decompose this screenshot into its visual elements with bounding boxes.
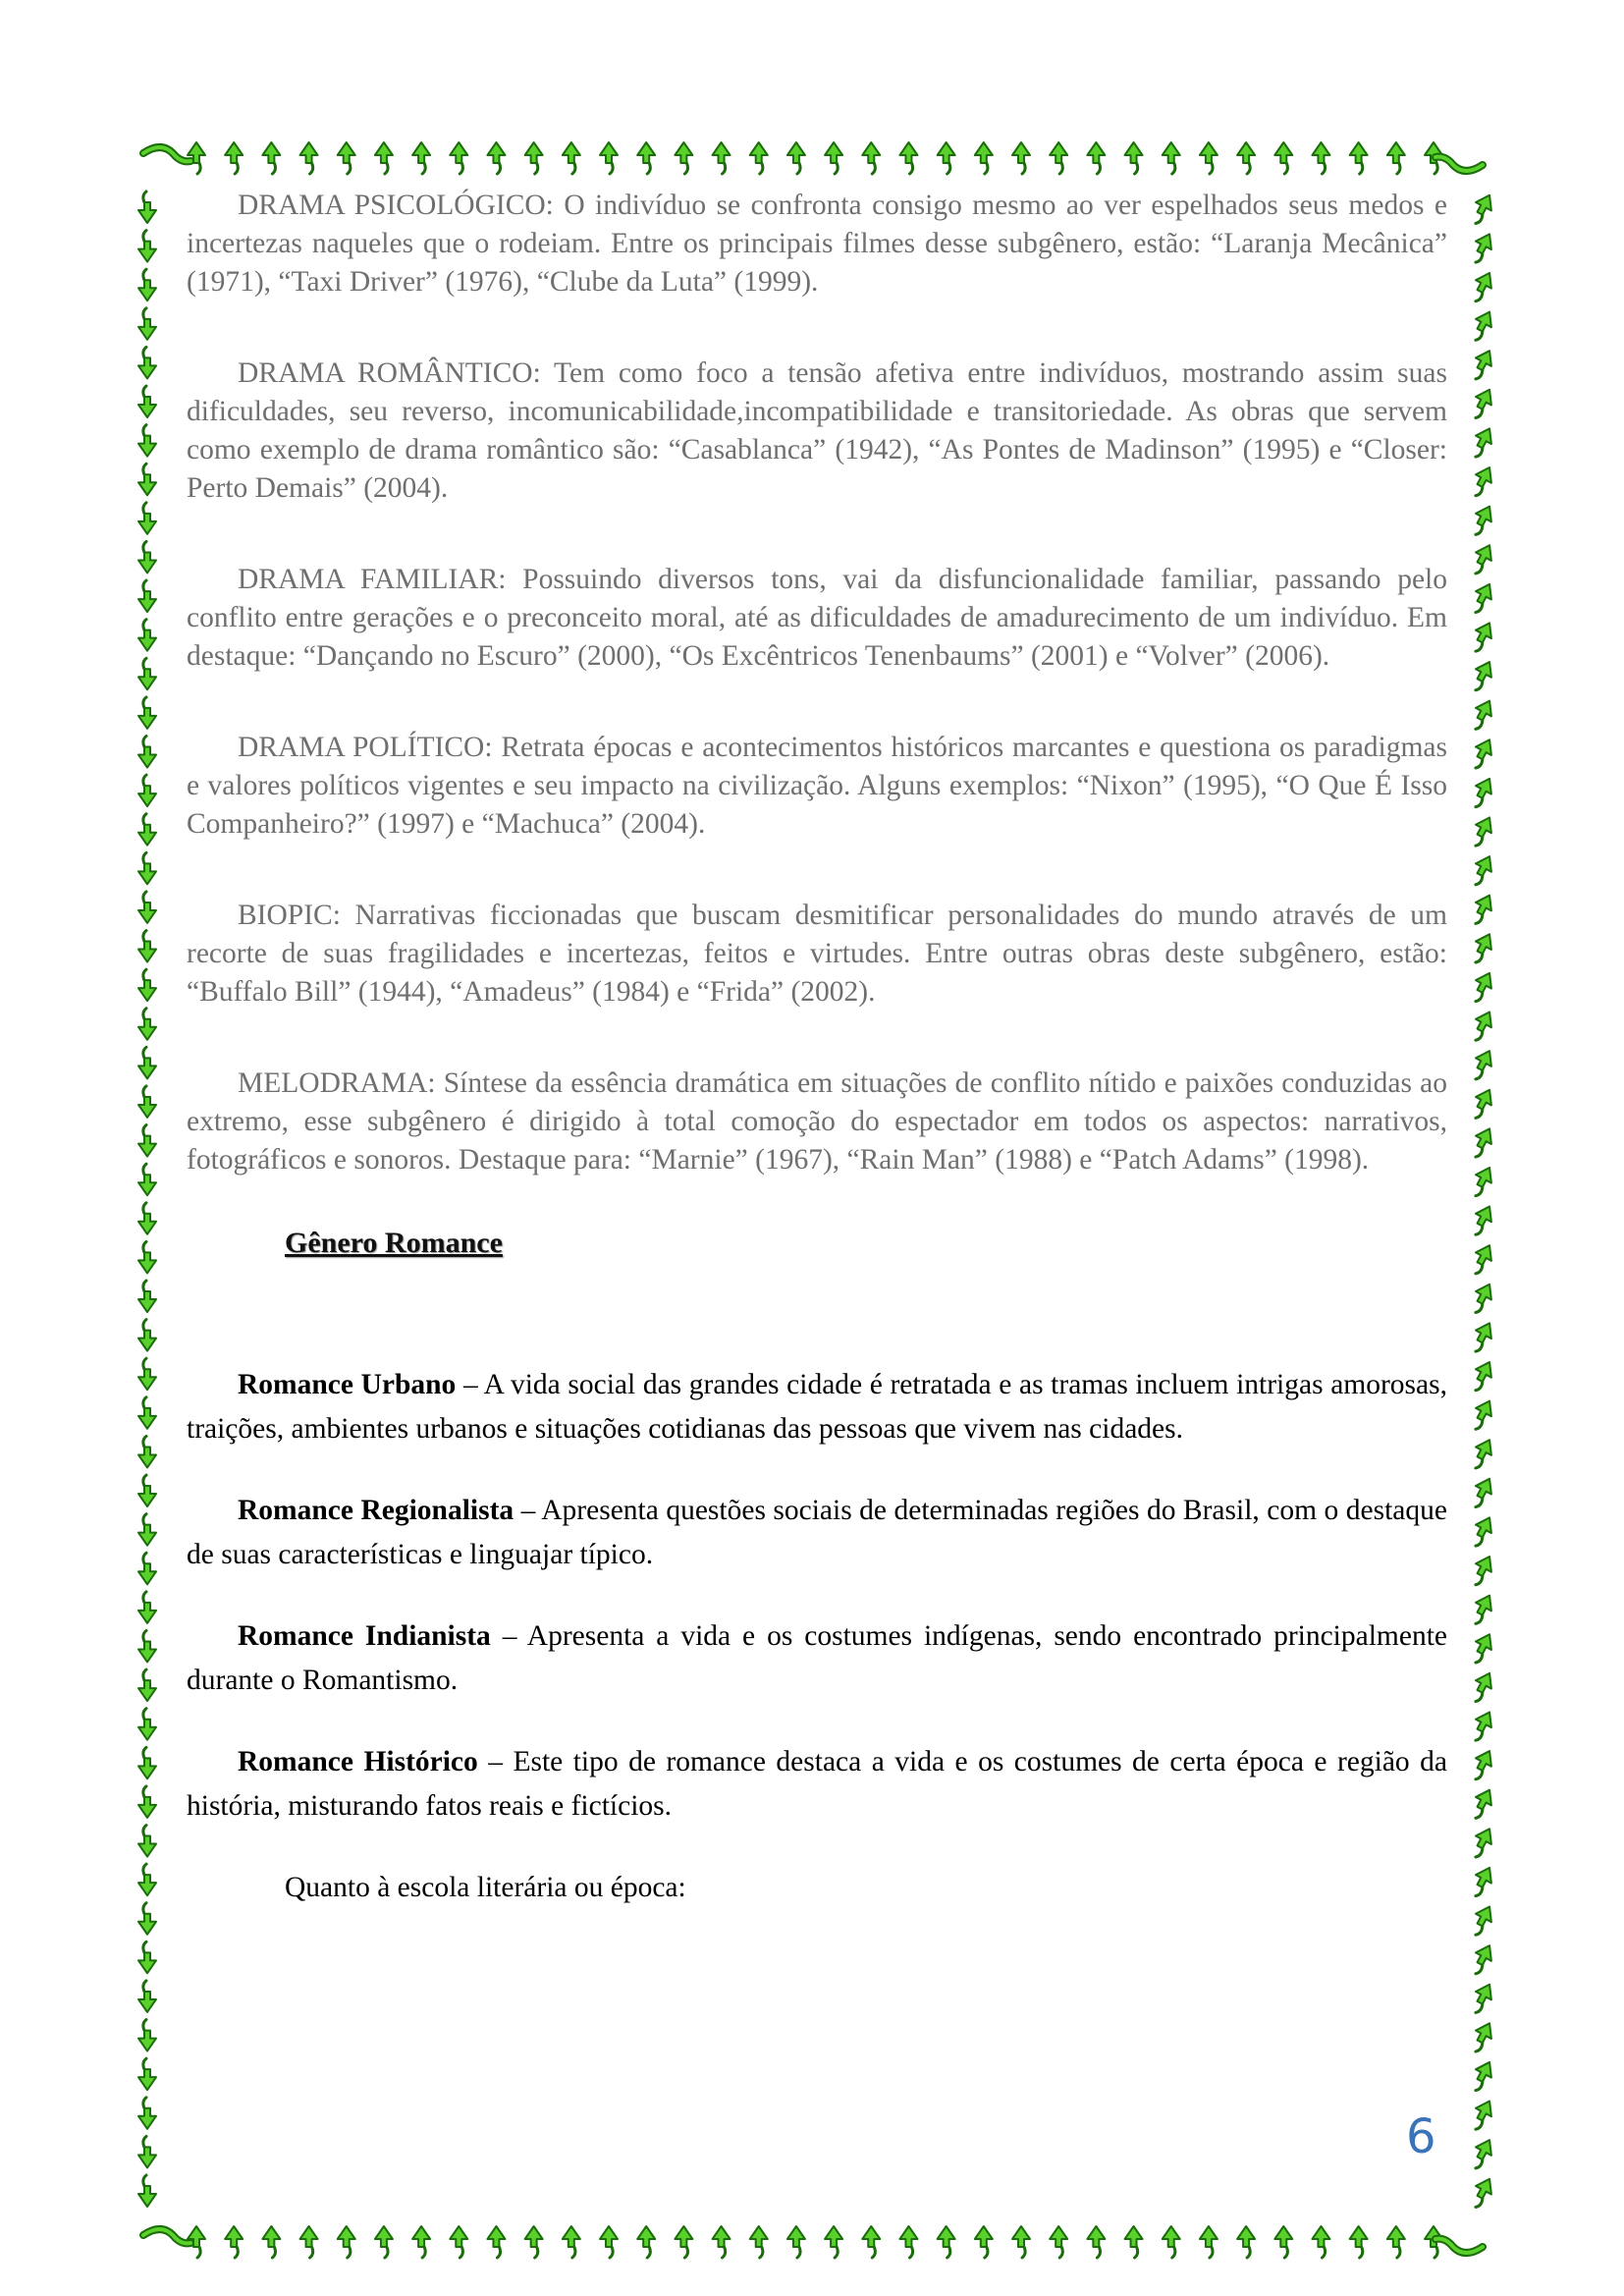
left-border-leaf-icon [138, 503, 156, 534]
left-border-leaf-icon [138, 1241, 156, 1273]
left-border-leaf-icon [138, 2058, 156, 2090]
left-border-leaf-icon [138, 2020, 156, 2051]
romance-regionalista-paragraph [187, 1489, 1447, 1576]
romance-historico-term: Romance Histórico [238, 1746, 478, 1777]
left-border-leaf-icon [138, 1086, 156, 1118]
romance-urbano-term: Romance Urbano [238, 1369, 457, 1400]
top-border-leaf-icon [899, 142, 917, 174]
right-border-leaf-icon [1467, 1785, 1497, 1822]
top-border-leaf-icon [338, 142, 355, 174]
top-border-leaf-icon [225, 142, 243, 174]
romance-urbano-paragraph [187, 1363, 1447, 1450]
right-border-leaf-icon [1467, 619, 1497, 655]
romance-indianista-desc: – Apresenta a vida e os costumes indígenas, sendo encontrado principalmente durante o Romantismo. [187, 1620, 1447, 1696]
left-border-leaf-icon [138, 1514, 156, 1546]
top-border-leaf-icon [563, 142, 580, 174]
top-border-leaf-icon [1200, 142, 1218, 174]
top-border-leaf-icon [1050, 142, 1067, 174]
right-border-leaf-icon [1467, 1630, 1497, 1667]
right-border-leaf-icon [1467, 580, 1497, 617]
left-border-leaf-icon [138, 814, 156, 846]
bottom-border-leaf-icon [1163, 2226, 1180, 2258]
right-border-leaf-icon [1467, 191, 1497, 228]
biopic-paragraph: BIOPIC: Narrativas ficcionadas que buscam desmitificar personalidades do mundo através de um recorte de suas fragilidades e incertezas, feitos e virtudes. Entre outras obras deste subgênero, estão: “Buffalo Bill” (1944), “Amadeus” (1984) e “Frida” (2002). [187, 900, 1447, 1008]
top-border-leaf-icon [600, 142, 618, 174]
left-border-leaf-icon [138, 775, 156, 806]
top-border-leaf-icon [1274, 142, 1292, 174]
right-border-leaf-icon [1467, 1358, 1497, 1394]
right-border-leaf-icon [1467, 1553, 1497, 1589]
top-border-leaf-icon [1087, 142, 1105, 174]
bottom-border-leaf-icon [1274, 2226, 1292, 2258]
left-border-leaf-icon [138, 1786, 156, 1818]
right-border-leaf-icon [1467, 1941, 1497, 1978]
left-border-leaf-icon [138, 737, 156, 768]
top-border-leaf-icon [1312, 142, 1329, 174]
left-border-leaf-icon [138, 1669, 156, 1701]
left-border-leaf-icon [138, 231, 156, 262]
bottom-border-leaf-icon [262, 2226, 280, 2258]
top-border-leaf-icon [262, 142, 280, 174]
left-border-leaf-icon [138, 1047, 156, 1078]
left-border-leaf-icon [138, 347, 156, 378]
page-number: 6 [1406, 2109, 1436, 2164]
top-border-leaf-icon [750, 142, 768, 174]
bottom-border-leaf-icon [600, 2226, 618, 2258]
bottom-border-leaf-icon [487, 2226, 505, 2258]
left-border-leaf-icon [138, 1747, 156, 1778]
right-border-leaf-icon [1467, 424, 1497, 461]
right-border-leaf-icon [1467, 2019, 1497, 2055]
bottom-border-leaf-icon [975, 2226, 993, 2258]
left-border-leaf-icon [138, 308, 156, 340]
right-border-leaf-icon [1467, 1475, 1497, 1511]
right-border-leaf-icon [1467, 464, 1497, 500]
left-border-leaf-icon [138, 1592, 156, 1623]
top-border-leaf-icon [412, 142, 430, 174]
drama-psicologico-paragraph: DRAMA PSICOLÓGICO: O indivíduo se confronta consigo mesmo ao ver espelhados seus medos e incertezas naqueles que o rodeiam. Entre os principais filmes desse subgênero, estão: “Laranja Mecânica” (1971), “Taxi Driver” (1976), “Clube da Luta” (1999). [187, 190, 1447, 298]
left-border-leaf-icon [138, 1709, 156, 1740]
left-border-leaf-icon [138, 1981, 156, 2012]
left-border-leaf-icon [138, 191, 156, 223]
right-border-leaf-icon [1467, 1436, 1497, 1472]
bottom-border-leaf-icon [1237, 2226, 1255, 2258]
top-border-leaf-icon [375, 142, 393, 174]
right-border-leaf-icon [1467, 969, 1497, 1006]
bottom-border-leaf-icon [637, 2226, 655, 2258]
right-border-leaf-icon [1467, 1708, 1497, 1744]
right-border-leaf-icon [1467, 269, 1497, 305]
bottom-border-leaf-icon [1087, 2226, 1105, 2258]
right-border-leaf-icon [1467, 696, 1497, 733]
right-border-leaf-icon [1467, 386, 1497, 422]
romance-regionalista-desc: – Apresenta questões sociais de determinadas regiões do Brasil, com o destaque de suas características e linguajar típico. [187, 1495, 1447, 1570]
right-border-leaf-icon [1467, 541, 1497, 577]
bottom-border-leaf-icon [412, 2226, 430, 2258]
left-border-leaf-icon [138, 541, 156, 573]
bottom-border-leaf-icon [899, 2226, 917, 2258]
right-border-leaf-icon [1467, 852, 1497, 889]
right-border-leaf-icon [1467, 2136, 1497, 2172]
left-border-leaf-icon [138, 1436, 156, 1467]
corner-curl-icon [143, 147, 190, 161]
left-border-leaf-icon [138, 1009, 156, 1040]
left-border-leaf-icon [138, 386, 156, 417]
bottom-border-leaf-icon [713, 2226, 731, 2258]
section-title-genero-romance: Gênero Romance [285, 1227, 503, 1259]
right-border-leaf-icon [1467, 2175, 1497, 2212]
top-border-leaf-icon [975, 142, 993, 174]
bottom-border-leaf-icon [750, 2226, 768, 2258]
bottom-border-leaf-icon [1050, 2226, 1067, 2258]
romance-historico-paragraph [187, 1740, 1447, 1828]
top-border-leaf-icon [487, 142, 505, 174]
right-border-leaf-icon [1467, 1086, 1497, 1122]
right-border-leaf-icon [1467, 658, 1497, 694]
bottom-border-leaf-icon [450, 2226, 467, 2258]
top-border-leaf-icon [675, 142, 692, 174]
right-border-leaf-icon [1467, 736, 1497, 772]
left-border-leaf-icon [138, 892, 156, 923]
top-border-leaf-icon [1237, 142, 1255, 174]
drama-politico-paragraph: DRAMA POLÍTICO: Retrata épocas e acontecimentos históricos marcantes e questiona os paradigmas e valores políticos vigentes e seu impacto na civilização. Alguns exemplos: “Nixon” (1995), “O Que É Isso Companheiro?” (1997) e “Machuca” (2004). [187, 732, 1447, 840]
right-border-leaf-icon [1467, 1980, 1497, 2016]
bottom-border-leaf-icon [862, 2226, 880, 2258]
right-border-leaf-icon [1467, 930, 1497, 966]
left-border-leaf-icon [138, 1320, 156, 1351]
bottom-border-leaf-icon [563, 2226, 580, 2258]
left-border-leaf-icon [138, 931, 156, 962]
bottom-border-leaf-icon [787, 2226, 805, 2258]
romance-indianista-term: Romance Indianista [238, 1620, 491, 1652]
left-border-leaf-icon [138, 464, 156, 495]
right-border-leaf-icon [1467, 1902, 1497, 1939]
right-border-leaf-icon [1467, 502, 1497, 538]
top-border-leaf-icon [525, 142, 543, 174]
right-border-leaf-icon [1467, 1864, 1497, 1900]
bottom-border-leaf-icon [375, 2226, 393, 2258]
right-border-leaf-icon [1467, 1747, 1497, 1783]
right-border-leaf-icon [1467, 1396, 1497, 1433]
right-border-leaf-icon [1467, 1008, 1497, 1044]
left-border-leaf-icon [138, 697, 156, 729]
bottom-border-leaf-icon [1200, 2226, 1218, 2258]
right-border-leaf-icon [1467, 1047, 1497, 1083]
right-border-leaf-icon [1467, 775, 1497, 811]
right-border-leaf-icon [1467, 1202, 1497, 1238]
top-border-leaf-icon [1350, 142, 1368, 174]
left-border-leaf-icon [138, 1864, 156, 1895]
right-border-leaf-icon [1467, 307, 1497, 344]
right-border-leaf-icon [1467, 1319, 1497, 1355]
left-border-leaf-icon [138, 852, 156, 884]
left-border-leaf-icon [138, 425, 156, 457]
left-border-leaf-icon [138, 269, 156, 301]
bottom-border-leaf-icon [525, 2226, 543, 2258]
left-border-leaf-icon [138, 2175, 156, 2207]
top-border-leaf-icon [1163, 142, 1180, 174]
closing-line: Quanto à escola literária ou época: [285, 1872, 686, 1903]
top-border-leaf-icon [450, 142, 467, 174]
right-border-leaf-icon [1467, 1591, 1497, 1627]
left-border-leaf-icon [138, 1281, 156, 1312]
right-border-leaf-icon [1467, 1164, 1497, 1200]
romance-indianista-paragraph [187, 1614, 1447, 1702]
top-border-leaf-icon [300, 142, 318, 174]
right-border-leaf-icon [1467, 1124, 1497, 1161]
right-border-leaf-icon [1467, 230, 1497, 266]
left-border-leaf-icon [138, 1826, 156, 1857]
bottom-border-leaf-icon [1387, 2226, 1405, 2258]
top-border-leaf-icon [637, 142, 655, 174]
melodrama-paragraph: MELODRAMA: Síntese da essência dramática em situações de conflito nítido e paixões conduzidas ao extremo, esse subgênero é dirigido à total comoção do espectador em todos os aspectos: narrativos, fotográficos e sonoros. Destaque para: “Marnie” (1967), “Rain Man” (1988) e “Patch Adams” (1998). [187, 1067, 1447, 1175]
top-border-leaf-icon [862, 142, 880, 174]
right-border-leaf-icon [1467, 2058, 1497, 2095]
top-border-leaf-icon [938, 142, 955, 174]
right-border-leaf-icon [1467, 2097, 1497, 2133]
left-border-leaf-icon [138, 2098, 156, 2129]
left-border-leaf-icon [138, 1475, 156, 1506]
right-border-leaf-icon [1467, 1281, 1497, 1317]
bottom-border-leaf-icon [675, 2226, 692, 2258]
left-border-leaf-icon [138, 620, 156, 651]
right-border-leaf-icon [1467, 891, 1497, 927]
left-border-leaf-icon [138, 1125, 156, 1157]
top-border-leaf-icon [825, 142, 842, 174]
bottom-border-leaf-icon [338, 2226, 355, 2258]
bottom-border-leaf-icon [225, 2226, 243, 2258]
left-border-leaf-icon [138, 1164, 156, 1195]
top-border-leaf-icon [713, 142, 731, 174]
corner-curl-icon [1435, 157, 1483, 171]
bottom-border-leaf-icon [1350, 2226, 1368, 2258]
left-border-leaf-icon [138, 1941, 156, 1973]
bottom-border-leaf-icon [1312, 2226, 1329, 2258]
right-border-leaf-icon [1467, 1241, 1497, 1278]
left-border-leaf-icon [138, 1203, 156, 1234]
corner-curl-icon [143, 2229, 190, 2243]
corner-curl-icon [1435, 2239, 1483, 2253]
left-border-leaf-icon [138, 1397, 156, 1429]
left-border-leaf-icon [138, 1553, 156, 1584]
page-content [187, 187, 1447, 1910]
left-border-leaf-icon [138, 969, 156, 1001]
left-border-leaf-icon [138, 658, 156, 689]
romance-urbano-desc: – A vida social das grandes cidade é retratada e as tramas incluem intrigas amorosas, traições, ambientes urbanos e situações cotidianas das pessoas que vivem nas cidades. [187, 1369, 1447, 1445]
left-border-leaf-icon [138, 1630, 156, 1662]
left-border-leaf-icon [138, 1903, 156, 1935]
bottom-border-leaf-icon [825, 2226, 842, 2258]
right-border-leaf-icon [1467, 1669, 1497, 1706]
drama-familiar-paragraph: DRAMA FAMILIAR: Possuindo diversos tons, vai da disfuncionalidade familiar, passando pelo conflito entre gerações e o preconceito moral, até as dificuldades de amadurecimento de um indivíduo. Em destaque: “Dançando no Escuro” (2000), “Os Excêntricos Tenenbaums” (2001) e “Volver” (2006). [187, 564, 1447, 672]
romance-regionalista-term: Romance Regionalista [238, 1495, 514, 1526]
romance-historico-desc: – Este tipo de romance destaca a vida e os costumes de certa época e região da história, misturando fatos reais e fictícios. [187, 1746, 1447, 1822]
right-border-leaf-icon [1467, 1825, 1497, 1861]
left-border-leaf-icon [138, 2136, 156, 2167]
top-border-leaf-icon [1125, 142, 1143, 174]
top-border-leaf-icon [1012, 142, 1030, 174]
left-border-leaf-icon [138, 580, 156, 612]
bottom-border-leaf-icon [1012, 2226, 1030, 2258]
right-border-leaf-icon [1467, 813, 1497, 849]
drama-romantico-paragraph: DRAMA ROMÂNTICO: Tem como foco a tensão afetiva entre indivíduos, mostrando assim suas dificuldades, seu reverso, incomunicabilidade,incompatibilidade e transitoriedade. As obras que servem como exemplo de drama romântico são: “Casablanca” (1942), “As Pontes de Madinson” (1995) e “Closer: Perto Demais” (2004). [187, 357, 1447, 504]
right-border-leaf-icon [1467, 347, 1497, 383]
left-border-leaf-icon [138, 1358, 156, 1390]
top-border-leaf-icon [1387, 142, 1405, 174]
top-border-leaf-icon [787, 142, 805, 174]
bottom-border-leaf-icon [300, 2226, 318, 2258]
bottom-border-leaf-icon [938, 2226, 955, 2258]
right-border-leaf-icon [1467, 1513, 1497, 1550]
bottom-border-leaf-icon [1125, 2226, 1143, 2258]
